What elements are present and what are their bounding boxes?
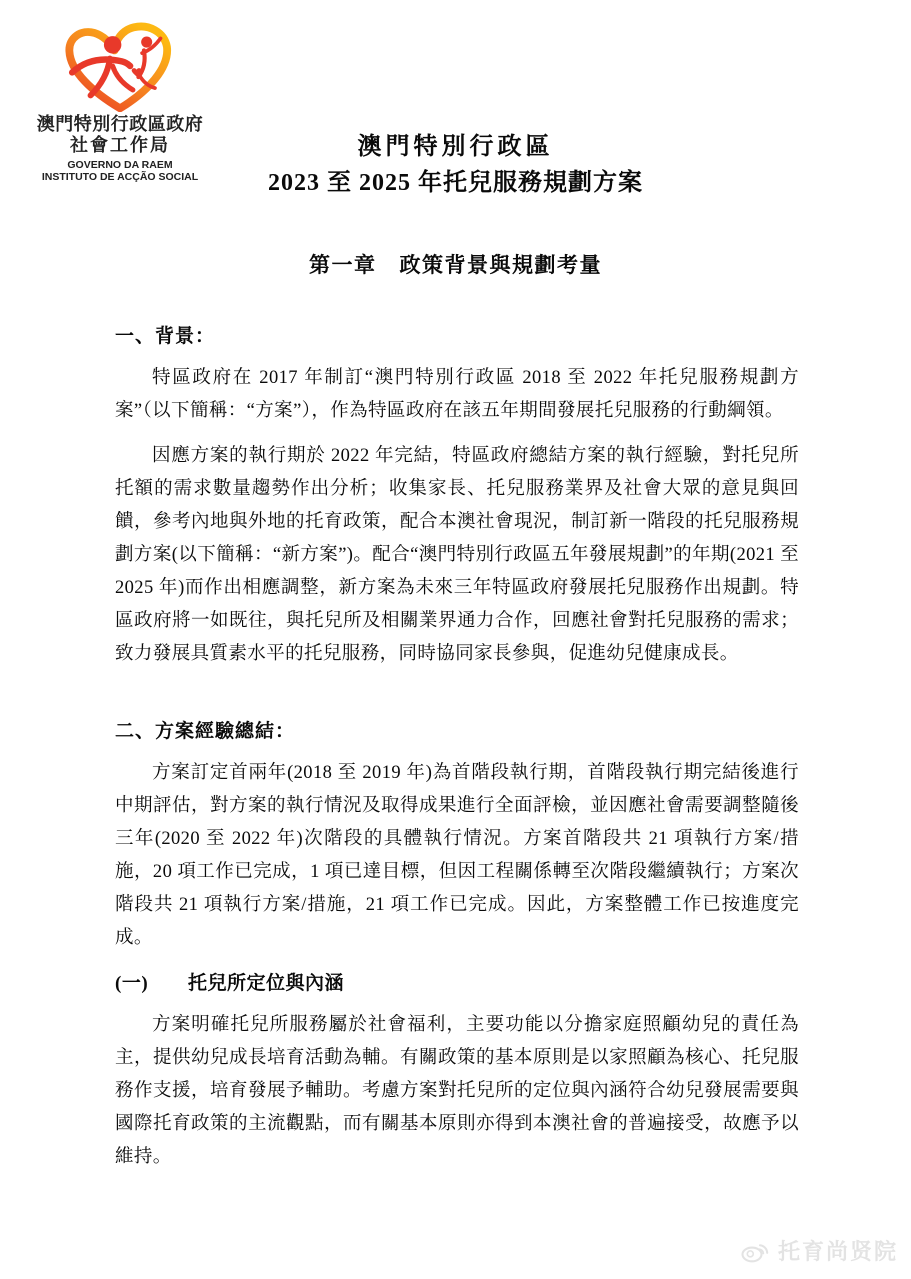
chapter-number: 第一章 bbox=[308, 253, 377, 277]
org-name-zh: 澳門特別行政區政府 bbox=[36, 114, 204, 134]
subsection-1-heading bbox=[115, 967, 799, 1000]
subsection-number: (一) bbox=[115, 973, 149, 994]
section-2-heading: 二、方案經驗總結： bbox=[115, 721, 296, 742]
section-1-heading: 一、背景： bbox=[115, 326, 216, 347]
section-2-paragraph-1: 方案訂定首兩年(2018 至 2019 年)為首階段執行期，首階段執行期完結後進行中期評估，對方案的執行情況及取得成果進行全面評檢，並因應社會需要調整隨後三年(2020 至 2022 年)次階段的具體執行情況。方案首階段共 21 項執行方案/措施，20 項工作已完成，1 項已達目標，但因工程關係轉至次階段繼續執行；方案次階段共 21 項執行方案/措施，21 項工作已完成。因此，方案整體工作已按進度完成。 bbox=[115, 763, 799, 948]
chapter-heading bbox=[0, 249, 911, 279]
chapter-title: 政策背景與規劃考量 bbox=[399, 253, 603, 277]
title-line-2: 2023 至 2025 年托兒服務規劃方案 bbox=[268, 170, 643, 196]
subsection-title: 托兒所定位與內涵 bbox=[188, 973, 345, 994]
org-institute-pt: INSTITUTO DE ACÇÃO SOCIAL bbox=[41, 171, 199, 183]
org-name-pt: GOVERNO DA RAEM bbox=[67, 159, 173, 171]
title-line-1: 澳門特別行政區 bbox=[357, 134, 554, 160]
document-title bbox=[0, 132, 911, 198]
watermark-text: 托育尚贤院 bbox=[777, 1239, 898, 1264]
document-body bbox=[115, 320, 799, 1186]
heart-logo-icon bbox=[56, 20, 184, 112]
section-1-paragraph-2: 因應方案的執行期於 2022 年完結，特區政府總結方案的執行經驗，對托兒所托額的需求數量趨勢作出分析；收集家長、托兒服務業界及社會大眾的意見與回饋，參考內地與外地的托育政策，配合本澳社會現況，制訂新一階段的托兒服務規劃方案(以下簡稱：“新方案”)。配合“澳門特別行政區五年發展規劃”的年期(2021 至 2025 年)而作出相應調整，新方案為未來三年特區政府發展托兒服務作出規劃。特區政府將一如既往，與托兒所及相關業界通力合作，回應社會對托兒服務的需求；致力發展具質素水平的托兒服務，同時協同家長參與，促進幼兒健康成長。 bbox=[115, 446, 799, 664]
org-dept-zh: 社會工作局 bbox=[70, 135, 170, 155]
weibo-icon bbox=[741, 1239, 771, 1263]
watermark bbox=[741, 1235, 898, 1266]
subsection-1-paragraph-1: 方案明確托兒所服務屬於社會福利，主要功能以分擔家庭照顧幼兒的責任為主，提供幼兒成長培育活動為輔。有關政策的基本原則是以家照顧為核心、托兒服務作支援，培育發展予輔助。考慮方案對托兒所的定位與內涵符合幼兒發展需要與國際托育政策的主流觀點，而有關基本原則亦得到本澳社會的普遍接受，故應予以維持。 bbox=[115, 1015, 799, 1167]
section-1-paragraph-1: 特區政府在 2017 年制訂“澳門特別行政區 2018 至 2022 年托兒服務規劃方案”（以下簡稱：“方案”），作為特區政府在該五年期間發展托兒服務的行動綱領。 bbox=[115, 368, 799, 421]
